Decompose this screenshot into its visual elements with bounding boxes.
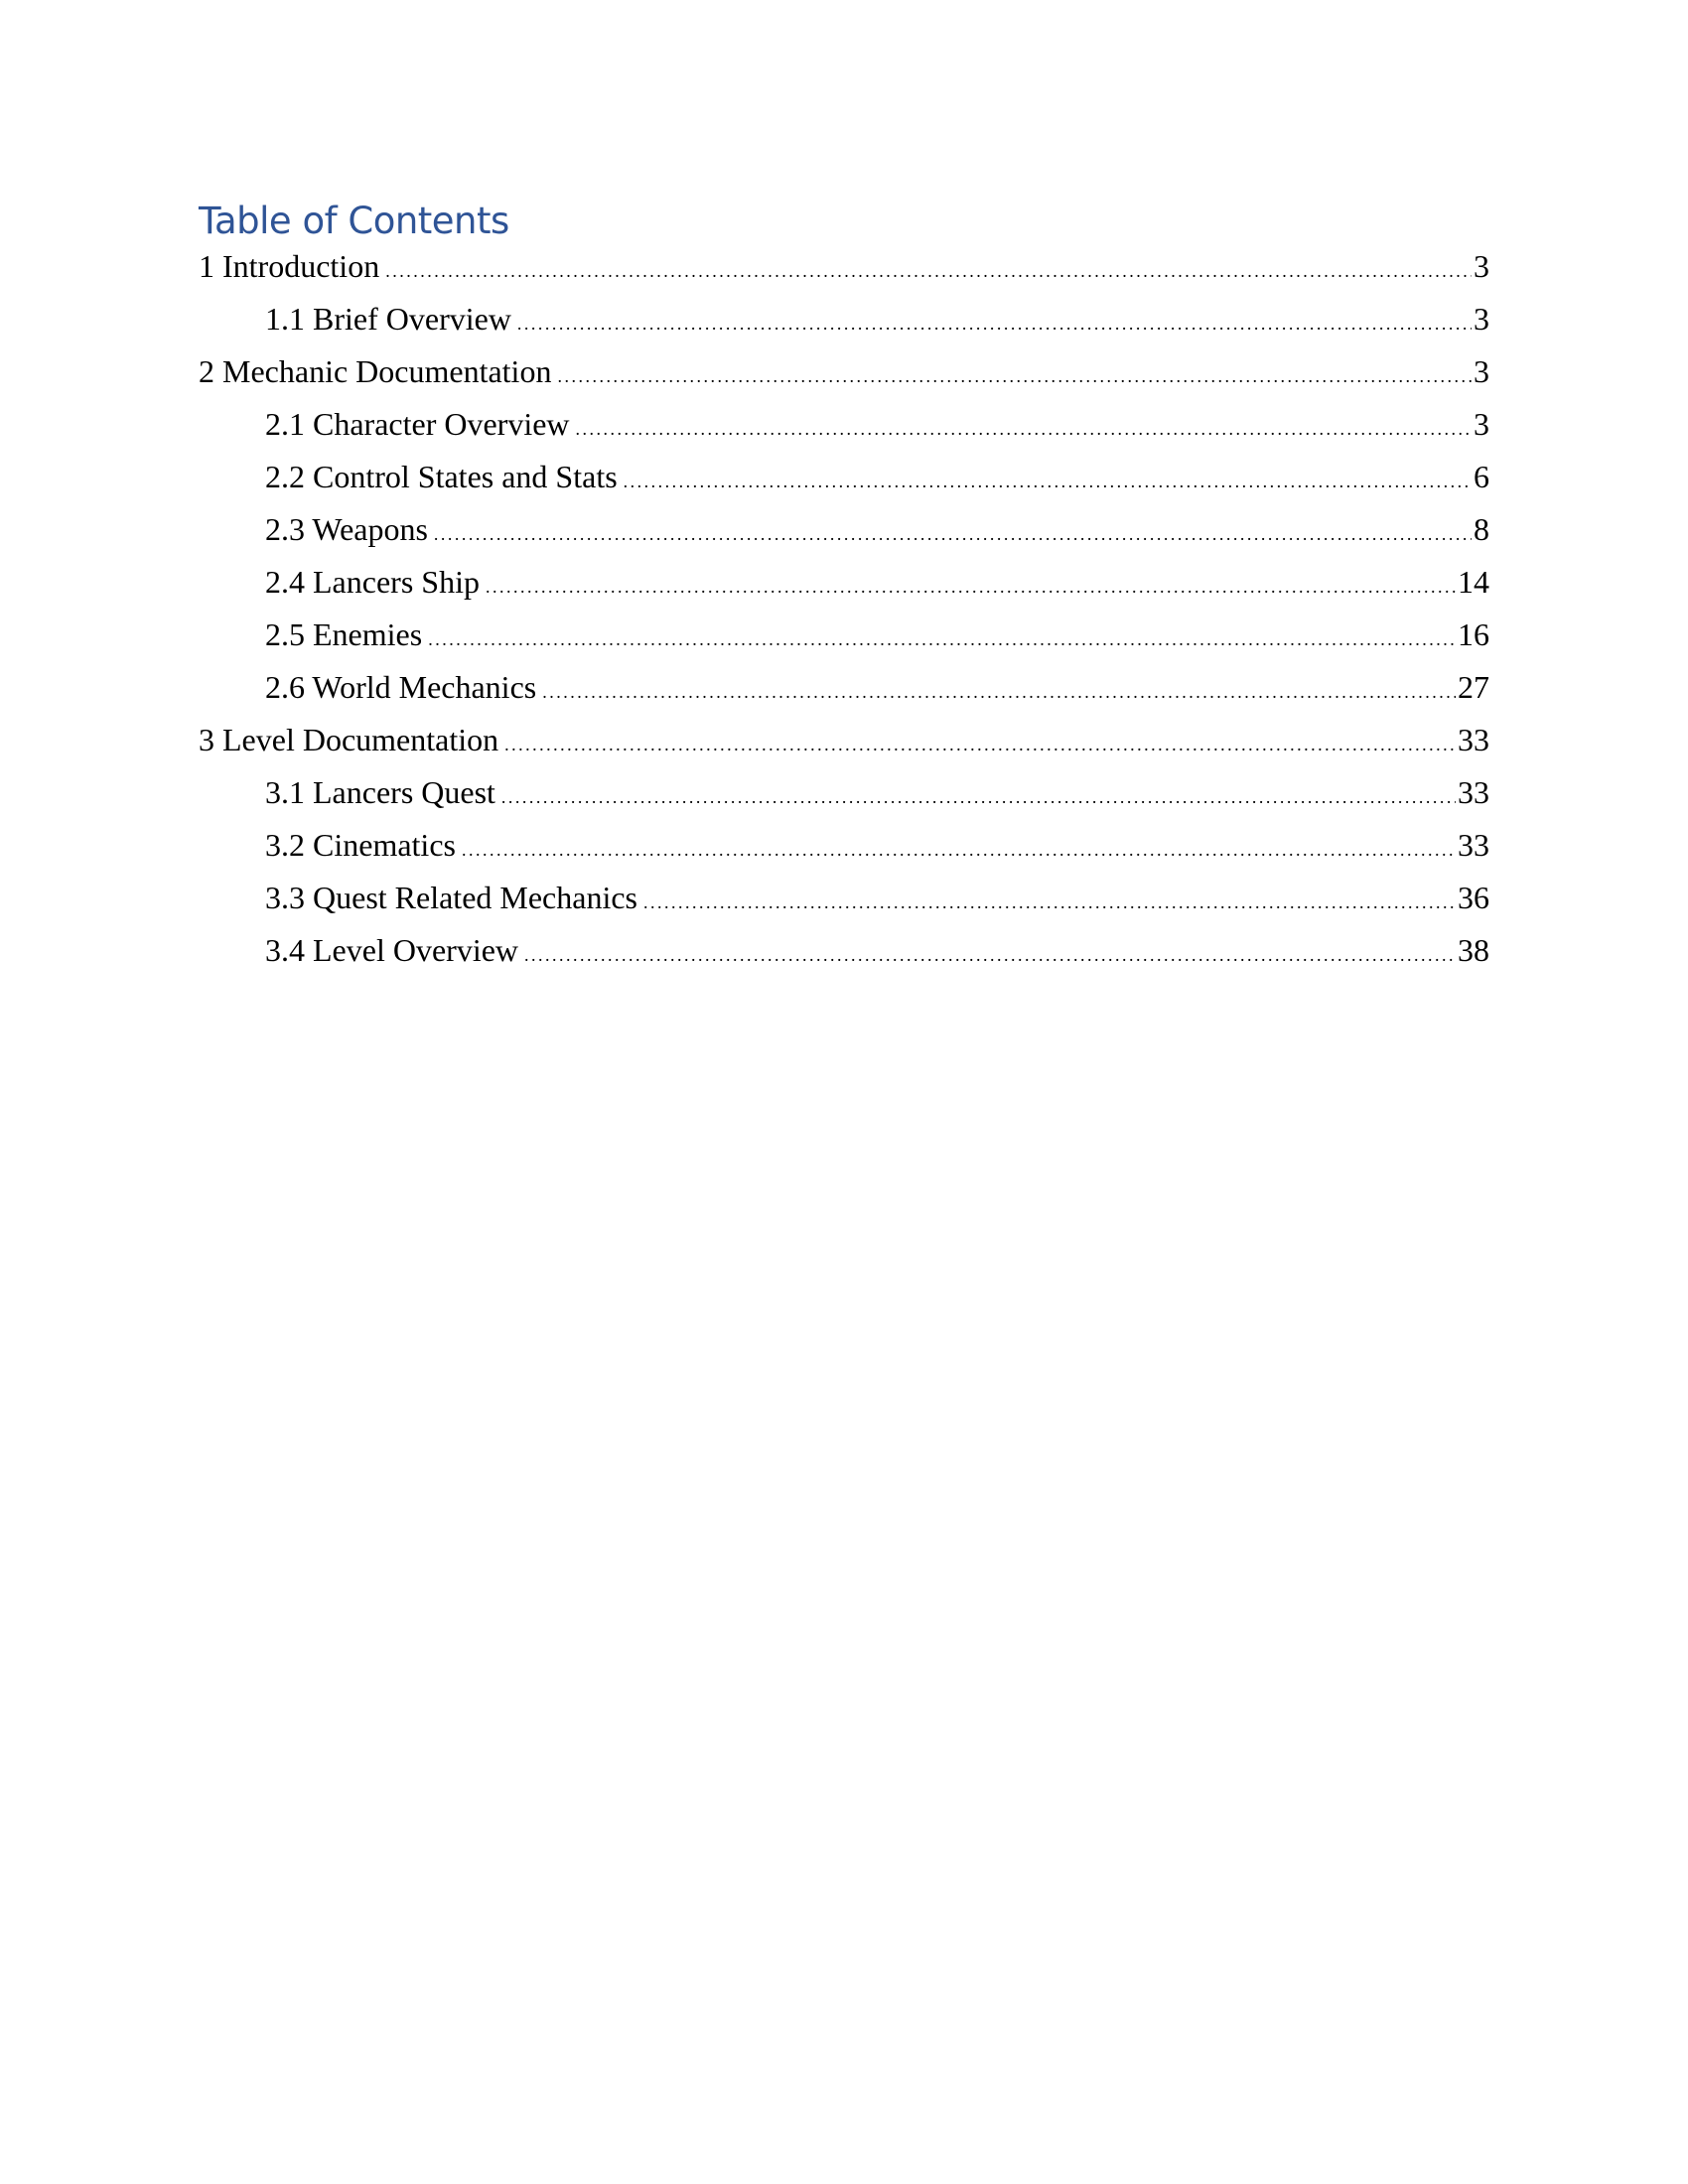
dot-leader (428, 630, 1456, 648)
toc-entry[interactable] (199, 564, 1489, 616)
toc-entry-label[interactable]: 3.4 Level Overview (265, 932, 519, 968)
toc-entry-page[interactable]: 27 (1458, 669, 1489, 705)
dot-leader (385, 262, 1472, 280)
toc-entry-label[interactable]: 2.5 Enemies (265, 616, 423, 652)
toc-entry-page[interactable]: 6 (1474, 459, 1489, 494)
toc-entry-page[interactable]: 16 (1458, 616, 1489, 652)
toc-entry[interactable] (199, 932, 1489, 985)
toc-list (199, 248, 1489, 985)
dot-leader (576, 420, 1472, 438)
toc-entry-page[interactable]: 3 (1474, 301, 1489, 337)
dot-leader (504, 736, 1456, 753)
toc-entry-label[interactable]: 1.1 Brief Overview (265, 301, 511, 337)
table-of-contents (199, 195, 1489, 985)
dot-leader (624, 473, 1472, 490)
toc-entry-page[interactable]: 38 (1458, 932, 1489, 968)
dot-leader (517, 315, 1472, 333)
toc-entry-label[interactable]: 2 Mechanic Documentation (199, 353, 552, 389)
toc-entry-label[interactable]: 2.1 Character Overview (265, 406, 570, 442)
toc-entry[interactable] (199, 669, 1489, 722)
toc-entry-page[interactable]: 8 (1474, 511, 1489, 547)
toc-entry-label[interactable]: 2.3 Weapons (265, 511, 428, 547)
toc-entry-page[interactable]: 3 (1474, 353, 1489, 389)
toc-entry-page[interactable]: 33 (1458, 827, 1489, 863)
toc-entry[interactable] (199, 353, 1489, 406)
toc-entry-label[interactable]: 2.4 Lancers Ship (265, 564, 480, 600)
toc-entry-page[interactable]: 33 (1458, 774, 1489, 810)
dot-leader (501, 788, 1456, 806)
toc-entry[interactable] (199, 616, 1489, 669)
toc-entry[interactable] (199, 511, 1489, 564)
toc-entry-page[interactable]: 3 (1474, 248, 1489, 284)
toc-entry[interactable] (199, 459, 1489, 511)
toc-entry-label[interactable]: 3 Level Documentation (199, 722, 499, 757)
toc-entry-label[interactable]: 3.3 Quest Related Mechanics (265, 880, 637, 915)
dot-leader (542, 683, 1456, 701)
toc-entry[interactable] (199, 248, 1489, 301)
toc-entry[interactable] (199, 406, 1489, 459)
toc-title: Table of Contents (199, 200, 509, 242)
toc-entry-page[interactable]: 33 (1458, 722, 1489, 757)
dot-leader (462, 841, 1456, 859)
toc-entry-page[interactable]: 14 (1458, 564, 1489, 600)
toc-entry-label[interactable]: 2.2 Control States and Stats (265, 459, 618, 494)
toc-entry-page[interactable]: 3 (1474, 406, 1489, 442)
dot-leader (643, 893, 1456, 911)
toc-entry[interactable] (199, 722, 1489, 774)
toc-entry[interactable] (199, 827, 1489, 880)
dot-leader (434, 525, 1472, 543)
toc-entry-page[interactable]: 36 (1458, 880, 1489, 915)
dot-leader (524, 946, 1456, 964)
toc-entry-label[interactable]: 2.6 World Mechanics (265, 669, 537, 705)
dot-leader (557, 367, 1472, 385)
toc-entry-label[interactable]: 1 Introduction (199, 248, 380, 284)
toc-entry-label[interactable]: 3.1 Lancers Quest (265, 774, 495, 810)
toc-entry-label[interactable]: 3.2 Cinematics (265, 827, 456, 863)
toc-entry[interactable] (199, 880, 1489, 932)
toc-entry[interactable] (199, 301, 1489, 353)
dot-leader (486, 578, 1456, 596)
toc-entry[interactable] (199, 774, 1489, 827)
